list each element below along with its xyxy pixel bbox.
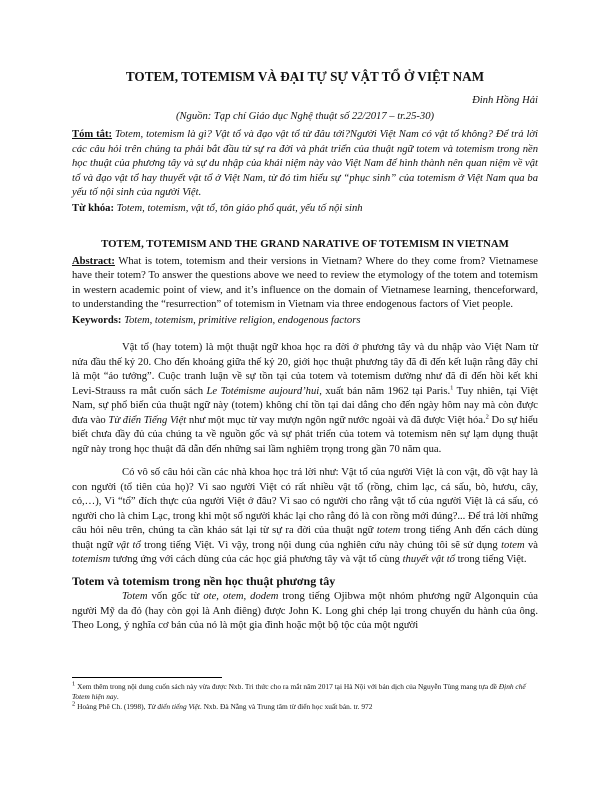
summary-text: Totem, totemism là gì? Vật tổ và đạo vật tổ từ đâu tới?Người Việt Nam có vật tổ không? Để trả lời các câu hỏi trên chúng ta phải bắt đầu từ sự ra đời và phát triển của thuật ngữ totem và totemism trong nền học thuật của phương tây và sự du nhập của khái niệm này vào Việt Nam để hình thành nên quan niệm về vật tổ và đạo vật tổ hay thuyết vật tổ ở Việt Nam, từ đó tìm hiểu sự “phục sinh” của totemism ở Việt Nam qua ba yếu tố nội sinh của người Việt.	[72, 129, 539, 198]
body-text: và	[524, 539, 538, 551]
body-text: Có vô số câu hỏi cần các nhà khoa học trả lời như: Vật tổ của người Việt là con vật, đồ vật hay là con người (tổ tiên của họ)? Vì sao người Việt có rất nhiều vật tổ (rồng, chim lạc, cá sấu, bò, hươu, cây, cỏ,…), Vì “tổ” đích thực của người Việt ở đâu? Vì sao có người cho rằng vật tổ của người Việt là cá sấu, có người cho là chim Lạc, trong khi một số người khác lại cho rằng đó là con rồng mới đúng?... Để trả lời những câu hỏi nêu trên, chúng ta cần khảo sát lại từ sự ra đời của thuật ngữ	[72, 467, 538, 536]
body-text: trong tiếng Anh đến cách dùng thuật ngữ	[72, 525, 539, 551]
english-abstract	[72, 255, 538, 313]
term: Totem	[122, 591, 148, 602]
source-citation: (Nguồn: Tạp chí Giáo dục Nghệ thuật số 22/2017 – tr.25-30)	[175, 110, 435, 122]
term: totem	[501, 539, 525, 551]
footnote-ref-2[interactable]: 2	[485, 412, 489, 420]
body-text: , xuất bản năm 1962 tại Paris.	[319, 385, 451, 397]
vietnamese-keywords	[72, 202, 538, 217]
footnote-ref-1[interactable]: 1	[450, 383, 454, 391]
abstract-label: Abstract:	[72, 255, 115, 267]
footnote-text: . Nxb. Đà Nẵng và Trung tâm từ điển học xuất bản. tr. 972	[199, 702, 373, 711]
body-text: như một mục từ vay mượn ngôn ngữ nước ngoài và đã được Việt hóa.	[186, 414, 486, 426]
dictionary-title: Từ điển Tiếng Việt	[108, 414, 187, 426]
body-text: Vật tổ (hay totem) là một thuật ngữ khoa học ra đời ở phương tây và du nhập vào Việt Nam từ nửa đầu thế kỷ 20. Cho đến khoảng giữa thế kỷ 20, giới học thuật phương tây đã đi đến kết luận rằng đây chỉ là một “ảo tưởng”. Cuộc tranh luận về sự tồn tại của totem và totemism dường như đã đi đến hồi kết khi Levi-Strauss ra mắt cuốn sách	[72, 342, 538, 397]
body-paragraph-2	[72, 466, 538, 568]
term: vật tổ	[116, 539, 141, 551]
en-keywords-label: Keywords:	[72, 314, 122, 326]
term: totemism	[72, 554, 111, 565]
summary-label: Tóm tắt:	[72, 129, 113, 140]
english-title: TOTEM, TOTEMISM AND THE GRAND NARATIVE OF TOTEMISM IN VIETNAM	[101, 238, 509, 250]
footnote-2	[72, 702, 538, 712]
section-heading: Totem và totemism trong nền học thuật phương tây	[72, 573, 336, 588]
term: totem	[376, 525, 401, 536]
term: thuyết vật tổ	[402, 554, 455, 565]
body-text: trong tiếng Việt.	[454, 554, 527, 565]
author-name: Đinh Hồng Hải	[472, 95, 538, 106]
keywords-label: Từ khóa:	[72, 202, 114, 214]
footnote-book-title: Định chế Totem hiện nay	[72, 682, 526, 701]
footnotes	[72, 677, 538, 712]
body-text: trong tiếng Việt. Vì vậy, trong nội dung của nghiên cứu này chúng tôi sẽ sử dụng	[140, 539, 502, 551]
footnote-text: Xem thêm trong nội dung cuốn sách này vừa được Nxb. Tri thức cho ra mắt năm 2017 tại Hà Nội với bản dịch của Nguyễn Tùng mang tựa đề	[77, 682, 499, 691]
body-paragraph-3	[72, 590, 538, 634]
body-text: Do sự hiểu biết chưa đầy đủ của chúng ta về nguồn gốc và sự phát triển của totem và totemism nên sự lạm dụng thuật ngữ này trong học thuật đã dẫn đến những sai lầm nghiêm trọng trong gần 70 năm qua.	[72, 414, 538, 455]
body-paragraph-1	[72, 341, 538, 457]
book-title: Le Totémisme aujourd’hui	[206, 385, 320, 397]
body-text: tương ứng với cách dùng của các học giả phương tây và vật tổ cùng	[110, 554, 403, 565]
body-text: trong tiếng Ojibwa một nhóm phương ngữ Algonquin của người Mỹ da đỏ (hay còn gọi là Anh điêng) được John K. Long ghi chép lại trong chuyến du hành của ông. Theo Long, ý nghĩa cơ bản của nó là một gia đình hoặc một bộ tộc của một người	[72, 591, 538, 631]
english-keywords	[72, 314, 538, 329]
footnote-1	[72, 682, 538, 702]
body-text: vốn gốc từ	[147, 591, 204, 602]
vietnamese-summary	[72, 128, 538, 201]
footnote-book-title: Từ điển tiếng Việt	[147, 702, 200, 711]
term: ote, otem, dodem	[203, 591, 279, 602]
footnote-mark: 2	[72, 700, 76, 708]
en-keywords-text: Totem, totemism, primitive religion, endogenous factors	[124, 314, 361, 326]
keywords-text: Totem, totemism, vật tổ, tôn giáo phổ quát, yếu tố nội sinh	[116, 202, 363, 214]
footnote-divider	[72, 677, 222, 678]
paper-title: TOTEM, TOTEMISM VÀ ĐẠI TỰ SỰ VẬT TỔ Ở VIỆT NAM	[125, 69, 485, 84]
abstract-text: What is totem, totemism and their versions in Vietnam? Where do they come from? Vietnamese have their totem? To answer the questions above we need to review the etymology of the totem and totemism in western academic point of view, and it’s influence on the domain of Vietnamese learning, thenceforward, to understanding the “resurrection” of totemism in Vietnam via three endogenous factors of Viet people.	[72, 255, 538, 310]
footnote-text: Hoàng Phê Ch. (1998),	[77, 702, 148, 711]
footnote-text: .	[116, 692, 119, 701]
body-text: Tuy nhiên, tại Việt Nam, sự phổ biến của thuật ngữ này (totem) không chỉ tồn tại dai dẳng cho đến ngày hôm nay mà còn được đưa vào	[72, 385, 538, 426]
footnote-mark: 1	[72, 680, 76, 688]
